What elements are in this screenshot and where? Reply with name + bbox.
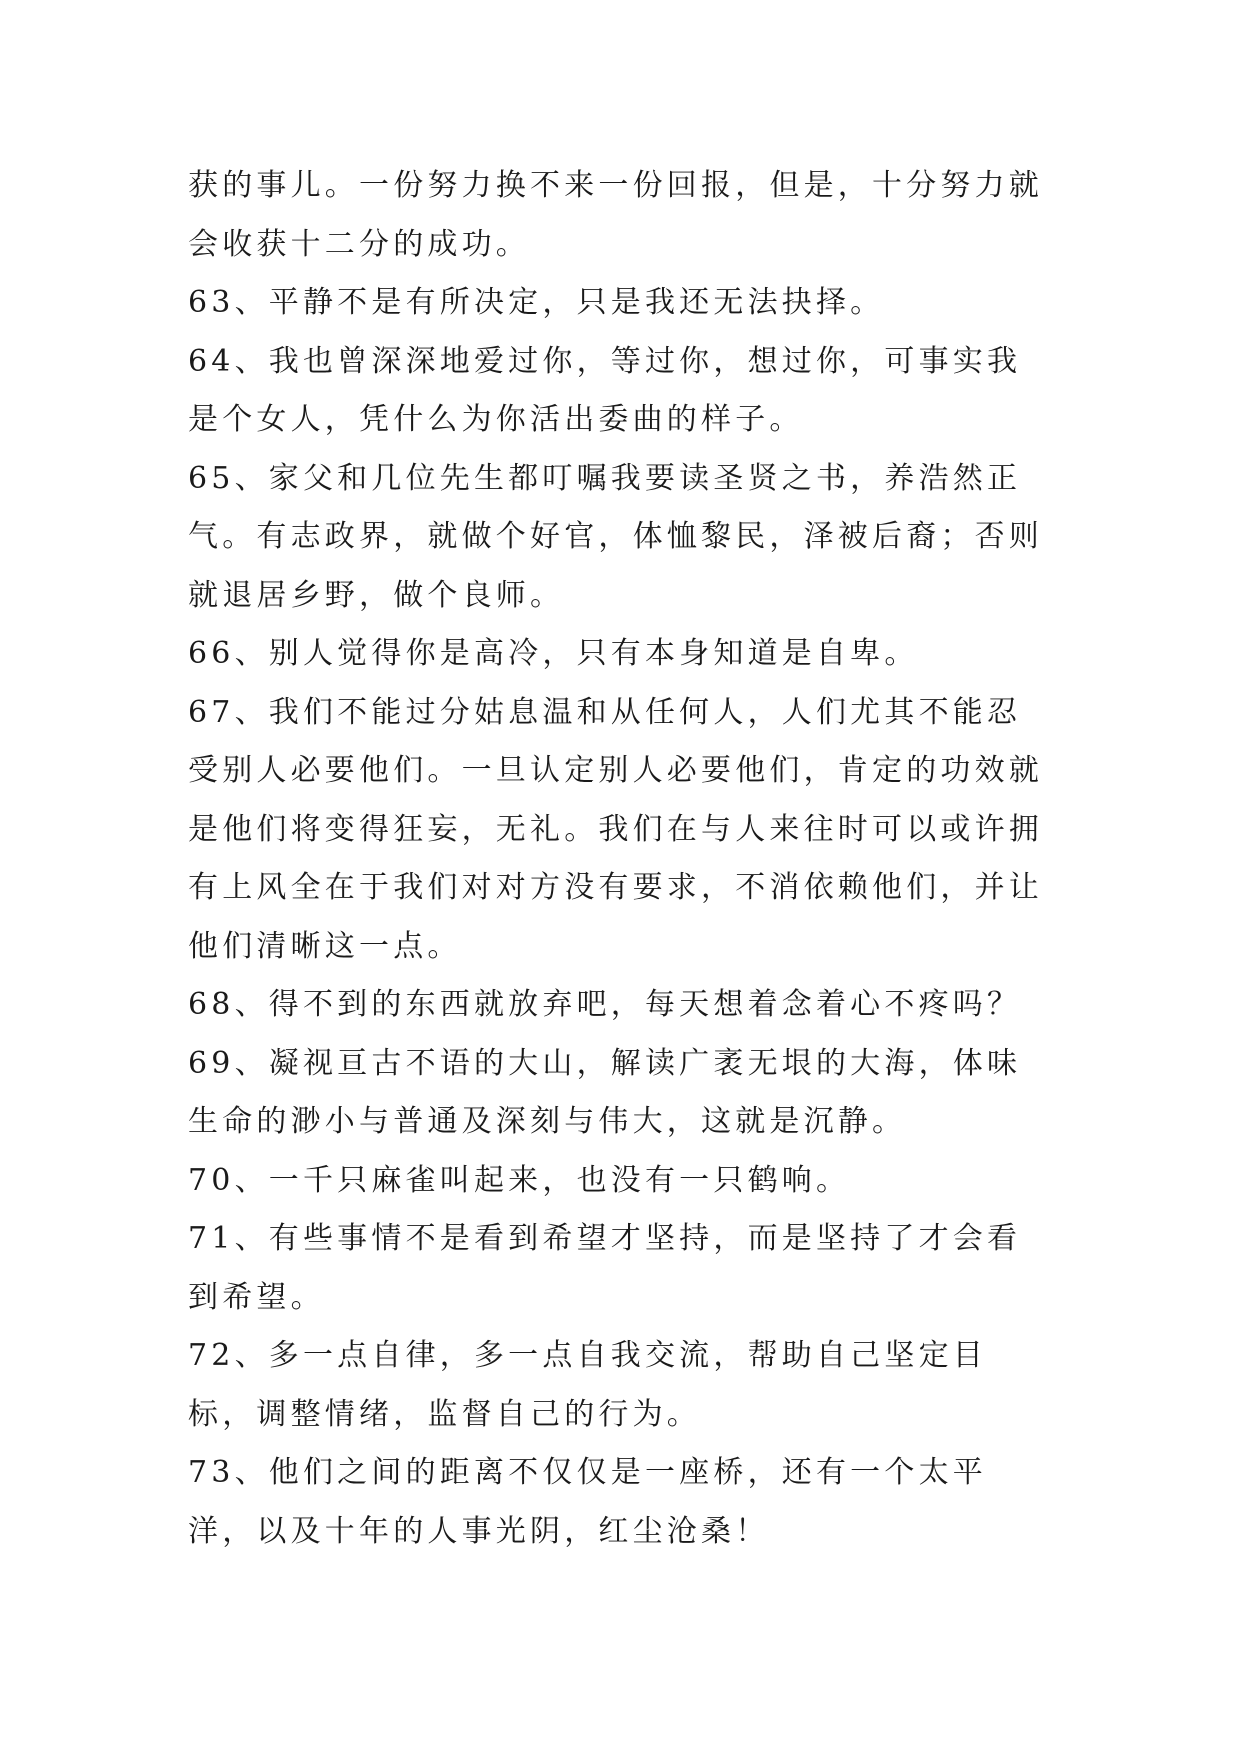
paragraph-72: 72、多一点自律，多一点自我交流，帮助自己坚定目标，调整情绪，监督自己的行为。 [188, 1338, 987, 1432]
paragraph-69: 69、凝视亘古不语的大山，解读广袤无垠的大海，体味生命的渺小与普通及深刻与伟大，这就是沉静。 [188, 1045, 1022, 1139]
paragraph-65: 65、家父和几位先生都叮嘱我要读圣贤之书，养浩然正气。有志政界，就做个好官，体恤黎民，泽被后裔；否则就退居乡野，做个良师。 [188, 460, 1043, 613]
paragraph-68: 68、得不到的东西就放弃吧，每天想着念着心不疼吗？ [188, 987, 1022, 1022]
paragraph-73: 73、他们之间的距离不仅仅是一座桥，还有一个太平洋，以及十年的人事光阴，红尘沧桑！ [188, 1455, 987, 1549]
paragraph-63: 63、平静不是有所决定，只是我还无法抉择。 [188, 285, 885, 320]
paragraph-66: 66、别人觉得你是高冷，只有本身知道是自卑。 [188, 636, 919, 671]
paragraph-70: 70、一千只麻雀叫起来，也没有一只鹤响。 [188, 1162, 851, 1198]
paragraph-continuation: 获的事儿。一份努力换不来一份回报，但是，十分努力就会收获十二分的成功。 [188, 168, 1043, 262]
paragraph-71: 71、有些事情不是看到希望才坚持，而是坚持了才会看到希望。 [188, 1221, 1022, 1315]
paragraph-64: 64、我也曾深深地爱过你，等过你，想过你，可事实我是个女人，凭什么为你活出委曲的样子。 [188, 343, 1022, 437]
paragraph-67: 67、我们不能过分姑息温和从任何人，人们尤其不能忍受别人必要他们。一旦认定别人必要他们，肯定的功效就是他们将变得狂妄，无礼。我们在与人来往时可以或许拥有上风全在于我们对对方没有要求，不消依赖他们，并让他们清晰这一点。 [188, 694, 1043, 964]
document-body [188, 157, 1050, 1561]
